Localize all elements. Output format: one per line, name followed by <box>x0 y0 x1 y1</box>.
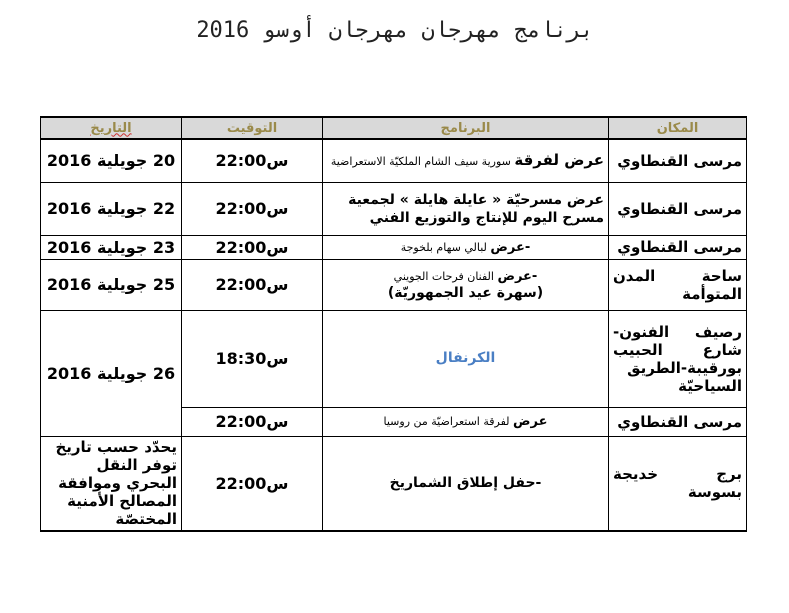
row-time: 22:00س <box>182 436 323 531</box>
row-place: رصيف الفنون- شارع الحبيب بورقيبة-الطريق السياحيّة <box>609 310 747 407</box>
row-time: 22:00س <box>182 182 323 235</box>
row-place: مرسى القنطاوي <box>609 182 747 235</box>
row-place: مرسى القنطاوي <box>609 407 747 436</box>
table-row <box>41 310 747 407</box>
header-time: التوقيت <box>182 117 323 139</box>
document-title: برنامج مهرجان مهرجان أوسو 2016 <box>196 18 594 43</box>
header-place: المكان <box>609 117 747 139</box>
program-text: الفنان فرحات الجويني <box>393 269 498 283</box>
row-program <box>323 139 609 182</box>
row-place: برج خديجة بسوسة <box>609 436 747 531</box>
row-date: 25 جويلية 2016 <box>41 259 182 310</box>
header-program: البرنامج <box>323 117 609 139</box>
program-line-1 <box>327 268 604 285</box>
row-place: مرسى القنطاوي <box>609 139 747 182</box>
table-row <box>41 235 747 259</box>
program-text: لفرقة استعراضيّة من روسيا <box>383 415 514 428</box>
row-program: -حفل إطلاق الشماريخ <box>323 436 609 531</box>
row-date: 26 جويلية 2016 <box>41 310 182 436</box>
row-date: 23 جويلية 2016 <box>41 235 182 259</box>
table-row <box>41 436 747 531</box>
table-row <box>41 182 747 235</box>
program-bold: -عرض <box>490 239 531 255</box>
row-time: 22:00س <box>182 235 323 259</box>
row-time: 22:00س <box>182 407 323 436</box>
row-program <box>323 182 609 235</box>
program-bold: عرض <box>513 414 548 429</box>
table-row <box>41 139 747 182</box>
program-text: سورية سيف الشام الملكيّة الاستعراضية <box>330 154 515 168</box>
program-text: لبالي سهام بلخوجة <box>400 240 491 254</box>
program-bold: -عرض <box>497 268 538 284</box>
row-date: يحدّد حسب تاريخ توفر النقل البحري وموافقة المصالح الأمنية المختصّة <box>41 436 182 531</box>
festival-schedule-table <box>40 116 747 532</box>
table-row <box>41 259 747 310</box>
row-program <box>323 407 609 436</box>
program-bold: عرض لفرقة <box>514 150 604 169</box>
row-place: ساحة المدن المتوأمة <box>609 259 747 310</box>
row-time: 22:00س <box>182 259 323 310</box>
row-program <box>323 310 609 407</box>
row-place: مرسى القنطاوي <box>609 235 747 259</box>
row-program <box>323 259 609 310</box>
row-time: 18:30س <box>182 310 323 407</box>
row-date: 22 جويلية 2016 <box>41 182 182 235</box>
row-program <box>323 235 609 259</box>
row-date: 20 جويلية 2016 <box>41 139 182 182</box>
program-line-2: (سهرة عيد الجمهوريّة) <box>387 284 544 301</box>
program-carnival: الكرنفال <box>435 350 496 366</box>
table-header-row <box>41 117 747 139</box>
header-date: التاريخ <box>41 117 182 139</box>
program-bold: عرض مسرحيّة « عايلة هايلة » لجمعية مسرح اليوم للإنتاج والتوزيع الفني <box>348 191 604 226</box>
row-time: 22:00س <box>182 139 323 182</box>
